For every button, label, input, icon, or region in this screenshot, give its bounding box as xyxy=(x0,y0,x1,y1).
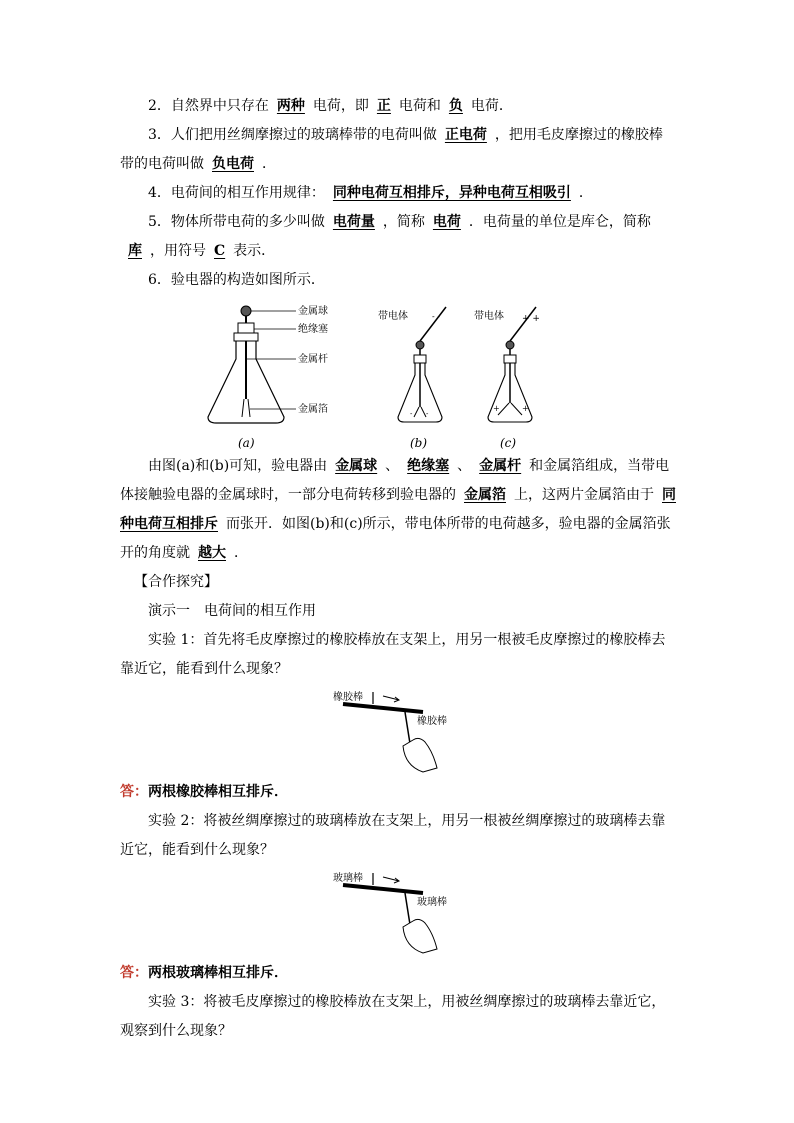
demo-title: 演示一 电荷间的相互作用 xyxy=(148,603,316,619)
caption-c: (c) xyxy=(500,436,517,450)
para-text-4: 而张开．如图(b)和(c)所示，带电体所带的电荷越多，验电器的金属箔张开的角度就 xyxy=(120,516,671,561)
para-text-2: 和金属箔组成，当带电体接触验电器的金属球时，一部分电荷转移到验电器的 xyxy=(120,458,670,503)
para-text-3: 上，这两片金属箔由于 xyxy=(514,487,654,503)
caption-b: (b) xyxy=(410,436,428,450)
electroscope-a xyxy=(208,304,328,423)
question-4 xyxy=(120,179,676,208)
label-charged-body-b: 带电体 xyxy=(378,311,408,322)
svg-text:+ +: + + xyxy=(522,314,540,324)
exp1-answer-text: 两根橡胶棒相互排斥． xyxy=(148,784,288,800)
experiment-1-text: 实验 1：首先将毛皮摩擦过的橡胶棒放在支架上，用另一根被毛皮摩擦过的橡胶棒去靠近它，能看到什么现象？ xyxy=(120,632,666,677)
svg-text:+: + xyxy=(493,404,500,413)
q2-text-2: 电荷，即 xyxy=(312,98,369,114)
q3-answer-2: 负电荷 xyxy=(212,156,254,172)
label-metal-ball: 金属球 xyxy=(298,306,328,317)
exp1-label-left: 橡胶棒 xyxy=(333,692,363,703)
label-insulating-stopper: 绝缘塞 xyxy=(298,324,328,335)
exp2-label-left: 玻璃棒 xyxy=(333,873,363,884)
q4-text: 4．电荷间的相互作用规律： xyxy=(148,185,325,201)
para-answer-1: 金属球 xyxy=(335,458,378,474)
exp1-label-right: 橡胶棒 xyxy=(417,716,447,727)
q4-answer-1: 同种电荷互相排斥，异种电荷互相吸引 xyxy=(332,185,571,201)
label-metal-foil: 金属箔 xyxy=(298,404,328,415)
section-title: 【合作探究】 xyxy=(134,574,218,590)
svg-text:-: - xyxy=(426,410,429,418)
q3-text-3: ． xyxy=(262,156,276,172)
exp2-answer-text: 两根玻璃棒相互排斥． xyxy=(148,965,288,981)
para-answer-5: 同种电荷互相排斥 xyxy=(120,487,676,532)
experiment-2-figure xyxy=(333,869,463,957)
question-5 xyxy=(120,208,676,266)
q2-answer-3: 负 xyxy=(448,98,463,114)
label-metal-rod: 金属杆 xyxy=(298,354,328,365)
experiment-3-text: 实验 3：将被毛皮摩擦过的橡胶棒放在支架上，用被丝绸摩擦过的玻璃棒去靠近它，观察到什么现象？ xyxy=(120,994,666,1039)
q5-answer-4: C xyxy=(214,243,226,259)
electroscope-figure xyxy=(188,299,608,434)
q4-text-2: ． xyxy=(578,185,593,201)
experiment-1-answer xyxy=(120,778,676,807)
experiment-2-text: 实验 2：将被丝绸摩擦过的玻璃棒放在支架上，用另一根被丝绸摩擦过的玻璃棒去靠近它，能看到什么现象？ xyxy=(120,813,666,858)
q5-text-3: ．电荷量的单位是库仑，简称 xyxy=(468,214,651,230)
q5-text: 5．物体所带电荷的多少叫做 xyxy=(148,214,325,230)
electroscope-c xyxy=(474,307,540,422)
svg-text:- -: - - xyxy=(432,312,440,321)
para-answer-3: 金属杆 xyxy=(479,458,522,474)
q2-answer-1: 两种 xyxy=(276,98,305,114)
q2-answer-2: 正 xyxy=(376,98,391,114)
label-charged-body-c: 带电体 xyxy=(474,311,504,322)
question-6 xyxy=(120,266,676,295)
experiment-1-figure xyxy=(333,688,463,776)
q2-text-3: 电荷和 xyxy=(398,98,441,114)
question-3 xyxy=(120,121,676,179)
q3-answer-1: 正电荷 xyxy=(444,127,487,143)
q5-answer-1: 电荷量 xyxy=(332,214,375,230)
q6-text: 6．验电器的构造如图所示． xyxy=(148,272,325,288)
q5-answer-2: 电荷 xyxy=(432,214,461,230)
svg-text:+: + xyxy=(522,404,529,413)
question-2 xyxy=(120,92,676,121)
para-text-1: 由图(a)和(b)可知，验电器由 xyxy=(148,458,328,474)
q5-text-5: 表示． xyxy=(233,243,276,259)
q3-text: 3．人们把用丝绸摩擦过的玻璃棒带的电荷叫做 xyxy=(148,127,437,143)
paragraph-after-figure xyxy=(120,452,676,568)
experiment-2-answer xyxy=(120,959,676,988)
para-answer-6: 越大 xyxy=(198,545,226,561)
caption-a: (a) xyxy=(238,436,255,450)
electroscope-b xyxy=(378,307,446,422)
q5-answer-3: 库 xyxy=(128,243,142,259)
q5-text-2: ，简称 xyxy=(382,214,425,230)
svg-text:-: - xyxy=(410,410,413,418)
para-answer-2: 绝缘塞 xyxy=(407,458,450,474)
document-page xyxy=(120,92,676,1046)
exp2-label-right: 玻璃棒 xyxy=(417,897,447,908)
q2-text: 2．自然界中只存在 xyxy=(148,98,269,114)
exp1-answer-label: 答： xyxy=(120,784,148,800)
para-sep-2: 、 xyxy=(457,458,472,474)
q3-text-2: ，把用毛皮摩擦过的橡胶棒带的电荷叫做 xyxy=(120,127,663,172)
electroscope-captions xyxy=(188,434,608,452)
para-text-5: ． xyxy=(234,545,248,561)
q5-text-4: ，用符号 xyxy=(150,243,206,259)
para-answer-4: 金属箔 xyxy=(464,487,506,503)
q2-text-4: 电荷． xyxy=(470,98,513,114)
para-sep-1: 、 xyxy=(385,458,400,474)
exp2-answer-label: 答： xyxy=(120,965,148,981)
